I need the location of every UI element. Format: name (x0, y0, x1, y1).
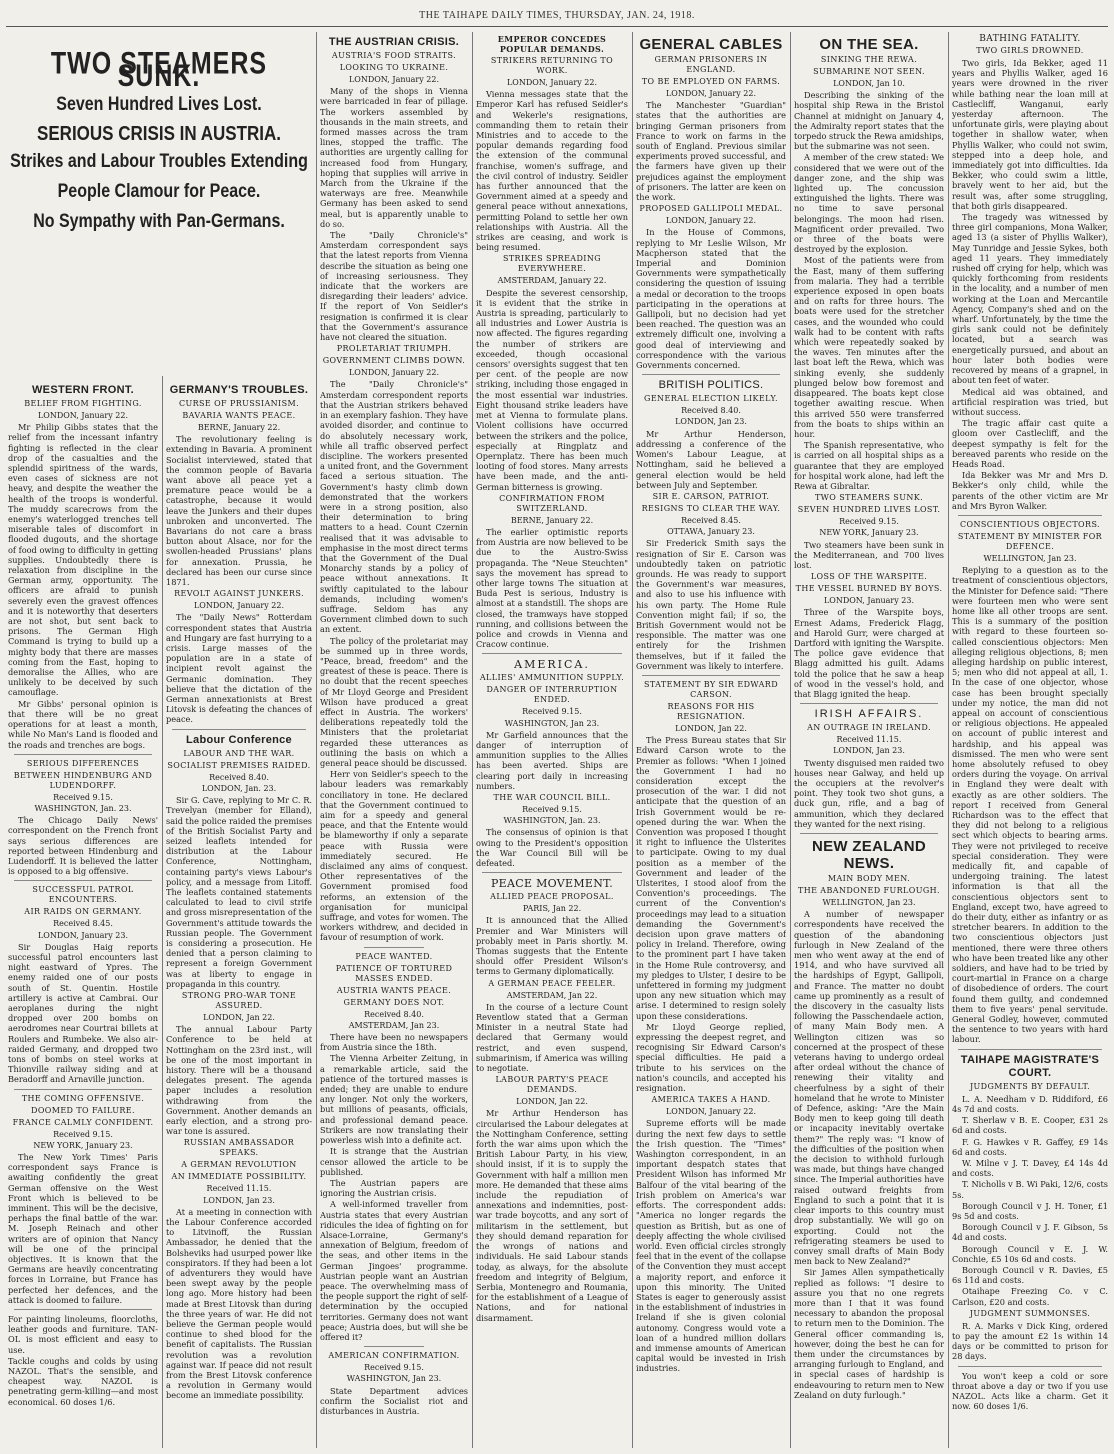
divider (800, 703, 938, 704)
subheading: ALLIES' AMMUNITION SUPPLY. (479, 673, 625, 683)
lead-line: Seven Hundred Lives Lost. (56, 94, 262, 115)
article-paragraph: The consensus of opinion is that owing to the President's opposition the War Council Bill will be defeated. (476, 827, 628, 868)
article-paragraph: The Austrian papers are ignoring the Austrian crisis. (320, 1177, 468, 1199)
dateline: WASHINGTON, Jan. 23. (503, 816, 601, 826)
divider (800, 833, 938, 834)
judgment-entry: Otaihape Freezing Co. v C. Carlson, £20 and costs. (952, 1286, 1108, 1307)
article-paragraph: The policy of the proletariat may be summed up in three words, "Peace, bread, freedom" and the greatest of these is peace. There is no doubt that the recent speeches of Mr Lloyd George and President Wilson have produced a great effect in Austria. The workers' deliberations repeatedly told the Ministers that the proletariat regarded these utterances as outlining the basis on which a general peace should be discussed. (320, 635, 468, 768)
dateline: LONDON, Jan 23. (675, 417, 747, 427)
article-paragraph: The Chicago Daily News' correspondent on the French front says serious differences are reported between Hindenburg and Ludendorff. It is believed the latter is opposed to a big offensive. (8, 815, 158, 877)
article-paragraph: In the course of a lecture Count Reventlow stated that a German Minister in a neutral State had declared that Germany would restrict, and even suspend, submarinism, if America was willing to negotiate. (476, 1001, 628, 1074)
subheading: AN OUTRAGE IN IRELAND. (807, 723, 931, 733)
lead-line: Strikes and Labour Troubles Extending (10, 150, 308, 172)
dateline: LONDON, Jan 23. (203, 1195, 275, 1205)
subheading: LOSS OF THE WARSPITE. (810, 572, 928, 582)
subheading: FRANCE CALMLY CONFIDENT. (12, 1117, 154, 1127)
column-divider (162, 376, 163, 1448)
subheading: GERMANY DOES NOT. (343, 997, 445, 1007)
article-paragraph: Twenty disguised men raided two houses near Galway, and held up the occupiers at the revolver's point. They took two shot guns, a duck gun, rifle, and a bag of ammunition, which they declared they wanted for the next rising. (794, 757, 944, 829)
divider (958, 1049, 1102, 1050)
dateline: BERNE, January 22. (510, 515, 594, 525)
subheading: AUSTRIA'S FOOD STRAITS. (331, 51, 457, 60)
judgment-entry: Borough Council v E. J. W. Conchie, £5 10s 6d and costs. (952, 1243, 1108, 1264)
article-paragraph: Vienna messages state that the Emperor Karl has refused Seidler's and Wekerle's resignations, commanding them to retain their Ministries and to accede to the popular demands regarding food the extension of the communal franchise, women's suffrage, and the civil control of industry. Seidler has further announced that the Government aimed at a speedy and general peace without annexations, permitting Poland to settle her own relationships with Austria. All the strikes are ceasing, and work is being resumed. (476, 89, 628, 253)
article-paragraph: Sir Frederick Smith says the resignation of Sir E. Carson was undoubtedly taken on patriotic grounds. He was ready to support the Government's war measures, and also to use his influence with his own party. The Home Rule Convention might fail; if so, the British Government would not be responsible. The matter was one entirely for the Irishmen themselves, but if it failed the Government was likely to interfere. (636, 538, 786, 671)
dateline: LONDON, Jan 10. (833, 79, 905, 88)
divider (642, 675, 780, 676)
subheading: AMERICA TAKES A HAND. (651, 1095, 771, 1105)
received-time: Received 9.15. (522, 707, 582, 717)
divider (958, 515, 1102, 516)
article-paragraph: At a meeting in connection with the Labour Conference accorded to Litvinoff, the Russian Ambassador, he denied that the Bolsheviks had usurped power like conspirators. If they had been a lot of adventurers they would have been swept away by the people long ago. More history had been made at Brest Litovsk than during the three years of war. He did not believe the German people would continue to shed blood for the benefit of capitalists. The Russian revolution was a revolution against war. If peace did not result from the Brest Litovsk conference a revolution in Germany would become an immediate possibility. (166, 1206, 312, 1401)
column-emperor-concedes (476, 32, 628, 1448)
dateline: LONDON, January 22. (665, 89, 757, 98)
column-divider (948, 32, 949, 1448)
received-time: Received 9.15. (53, 792, 113, 802)
section-heading: TAIHAPE MAGISTRATE'S COURT. (960, 1053, 1100, 1079)
article-paragraph: Most of the patients were from the East, many of them suffering from malaria. They had a terrible experience exposed in open boats and on rafts for three hours. The boats were used for the stretcher cases, and the wounded who could walk had to be content with rafts which were repeatedly soaked by the waves. Ten minutes after the last boat left the Rewa, which was sinking evenly, she suddenly plunged below bow foremost and disappeared. The boats kept close together awaiting rescue. When this arrived 550 were transferred from the boats to ships within an hour. (794, 255, 944, 439)
subheading: BETWEEN HINDENBURG AND LUDENDORFF. (13, 770, 153, 790)
subheading: MAIN BODY MEN. (827, 874, 911, 883)
subheading: SEVEN HUNDRED LIVES LOST. (797, 505, 941, 515)
subheading: THE COMING OFFENSIVE. (21, 1093, 145, 1103)
article-paragraph: The revolutionary feeling is extending in Bavaria. A prominent Socialist interviewed, stated that the common people of Bavaria want above all peace yet a premature peace would be a catastrophe, because it would leave the Junkers and their dupes unbroken and unconverted. The Bavarians do not care a brass button about Alsace, nor for the swollen-headed Prussians' plans for annexation. Prussia, he declared has been our curse since 1871. (166, 434, 312, 588)
subheading: BAVARIA WANTS PEACE. (182, 411, 296, 420)
subheading: SUCCESSFUL PATROL ENCOUNTERS. (32, 885, 134, 905)
article-paragraph: Replying to a question as to the treatment of conscientious objectors, the Minister for Defence said: "There were fourteen men who were sent home like all other troops are sent. This is a summary of the position with regard to these fourteen so-called conscientious objectors: Men alleging religious objections, 8; men alleging hardship on public interest, 5; men who did not appeal at all, 1. In the case of one objector, whose case has been brought specially under my notice, the man did not appeal on account of conscientious or religious objections. He appealed on account of public interest and hardship, and his appeal was dismissed. The men who were sent home absolutely refused to obey orders during the voyage. On arrival in England they were dealt with exactly as are other soldiers. The report I received from General Richardson was to the effect that they did not belong to a religious sect which objects to bearing arms. They were not privileged to receive special consideration. They were medically fit, and capable of undergoing training. The latest information is that all the conscientious objectors sent to England, except two, have agreed to do their duty, either as infantry or as stretcher bearers. In addition to the two conscientious objectors just mentioned, there were three others who have been treated like any other soldiers, and have had to be tried by court-martial in France on a charge of disobedience of orders. The court found them guilty, and condemned them to five years' penal servitude. General Godley, however, commuted the sentence to two years with hard labour. (952, 565, 1108, 1045)
subheading: RUSSIAN AMBASSADOR SPEAKS. (183, 1138, 295, 1158)
divider (14, 880, 152, 881)
section-heading: BRITISH POLITICS. (658, 379, 764, 392)
section-heading: IRISH AFFAIRS. (814, 708, 924, 721)
subheading: SIR E. CARSON, PATRIOT. (652, 491, 770, 501)
divider (172, 729, 306, 730)
article-paragraph: Mr Philip Gibbs states that the relief from the incessant infantry fighting is reflected in the clear drop of the casualties and the splendid spiritness of the wards, even cases of sickness are not heavy, and despite the weather the health of the troops is wonderful. The muddy scarecrows from the enemy's waterlogged trenches tell miserable tales of discomfort in flooded dugouts, and the shortage of food owing to difficulty in getting supplies. Undoubtedly there is relaxation from discipline in the German army, opportunity. The officers are afraid to punish severely even the gravest offences and it is noteworthy that deserters are not shot, but sent back to prisons. The German High Command is trying to build up a mighty body that there are masses coming from the East, hoping to demoralise the Allies, who are unlikely to be deceived by such camouflage. (8, 422, 158, 698)
subheading: STRIKERS RETURNING TO WORK. (490, 56, 614, 75)
lead-line: No Sympathy with Pan-Germans. (33, 211, 285, 232)
column-on-the-sea (794, 32, 944, 1448)
judgment-entry: Borough Council v R. Davies, £5 6s 11d and costs. (952, 1264, 1108, 1286)
subheading: LABOUR AND THE WAR. (183, 748, 295, 758)
divider (14, 1089, 152, 1090)
divider (14, 1309, 152, 1310)
article-paragraph: Two steamers have been sunk in the Mediterranean, and 700 lives lost. (794, 539, 944, 570)
subheading: ALLIED PEACE PROPOSAL. (490, 892, 614, 902)
subheading: SINKING THE REWA. (820, 55, 918, 64)
article-paragraph: The "Daily Chronicle's" Amsterdam correspondent says that the latest reports from Vienna describe the situation as being one of increasing seriousness. They indicate that the workers are disregarding their leaders' advice. If the report of Von Seidler's resignation is confirmed it is clear that the Government's assurance have not cleared the situation. (320, 230, 468, 343)
judgment-entry: W. Milne v J. T. Davey, £4 14s 4d and costs. (952, 1157, 1108, 1179)
subheading: AMERICAN CONFIRMATION. (328, 1351, 460, 1361)
judgment-entry: F. G. Hawkes v R. Gaffey, £9 14s 6d and costs. (952, 1136, 1108, 1157)
article-paragraph: A member of the crew stated: We considered that we were out of the danger zone, and the ship was lighted up. The concussion extinguished the lights. There was no time to save personal belongings. The moon had risen. Magnificent order prevailed. Two or three of the boats were destroyed by the explosion. (794, 152, 944, 255)
subheading: JUDGMENT SUMMONSES. (969, 1308, 1091, 1318)
section-heading: GERMANY'S TROUBLES. (169, 384, 309, 396)
subheading: LOOKING TO UKRAINE. (339, 63, 449, 72)
divider (482, 872, 622, 873)
divider (364, 947, 423, 948)
received-time: Received 8.45. (681, 515, 741, 525)
column-western-front (8, 380, 158, 1448)
subheading: THE WAR COUNCIL BILL. (493, 792, 611, 802)
dateline: LONDON, January 22. (665, 1107, 757, 1117)
dateline: WASHINGTON, Jan 23. (504, 718, 600, 728)
dateline: LONDON, Jan. 23. (201, 783, 277, 793)
subheading: TWO GIRLS DROWNED. (976, 46, 1084, 55)
article-paragraph: The Spanish representative, who is carried on all hospital ships as a guarantee that they are employed for hospital work alone, had left the Rewa at Gibraltar. (794, 440, 944, 491)
subheading: TWO STEAMERS SUNK. (814, 493, 924, 503)
article-paragraph: Despite the severest censorship, it is evident that the strike in Austria is spreading, particularly to all industries and Lower Austria is now affected. The figures regarding the number of strikers are exceeded, though occasional censors' oversights suggest that ten per cent. of the people are now striking, including those engaged in the most essential war industries. Eight thousand strike leaders have met at Vienna to formulate plans. Violent collisions have occurred between the strikers and the police, especially at Ringplatz and Opernplatz. There has been much looting of food stores. Many arrests have been made, and the anti-German bitterness is growing. (476, 287, 628, 492)
subheading: AN IMMEDIATE POSSIBILITY. (171, 1172, 307, 1182)
section-heading: PEACE MOVEMENT. (490, 877, 613, 891)
dateline: LONDON, January 22. (348, 368, 440, 378)
column-austrian-crisis (320, 32, 468, 1448)
received-time: Received 11.15. (206, 1184, 272, 1194)
subheading: STRONG PRO-WAR TONE ASSURED. (181, 990, 297, 1010)
subheading: STRIKES SPREADING EVERYWHERE. (502, 254, 602, 274)
article-paragraph: R. A. Marks v Dick King, ordered to pay the amount £2 1s within 14 days or be committed to prison for 28 days. (952, 1320, 1108, 1362)
subheading: GOVERNMENT CLIMBS DOWN. (322, 356, 466, 366)
subheading: PROLETARIAT TRIUMPH. (336, 344, 452, 354)
subheading: SERIOUS DIFFERENCES (26, 758, 140, 768)
lead-headlines (6, 32, 312, 372)
dateline: WASHINGTON, Jan 23. (346, 1374, 442, 1384)
subheading: LABOUR PARTY'S PEACE DEMANDS. (495, 1075, 609, 1095)
article-paragraph: The Press Bureau states that Sir Edward Carson wrote to the Premier as follows: "When I joined the Government I had no consideration except the prosecution of the war. I did not anticipate that the question of an Irish Government would be re-opened during the war. When the Convention was proposed I thought it right to influence the Ulsterites to participate. Owing to my dual position as a member of the Government and leader of the Ulsterites, I stood aloof from the Convention's proceedings. The current of the Convention's proceedings may lead to a situation demanding the Government's decision upon grave matters of policy in Ireland. Therefore, owing to the prominent part I have taken in the Home Rule controversy, and my pledges to Ulster, I desire to be unfettered in forming my judgment upon any new situation which may arise. I determined to resign solely upon these considerations. (636, 735, 786, 1021)
divider (14, 754, 152, 755)
article-paragraph: Sir Douglas Haig reports successful patrol encounters last night eastward of Ypres. The enemy raided one of our posts south of St. Quentin. Hostile artillery is active at Cambrai. Our aeroplanes during the night dropped over 200 bombs on aerodromes near Courtrai billets at Roulers and Rumbeke. We also air-raided Germany, and dropped two tons of bombs on steel works at Thionville railway siding and at Beradorff and Arnaville junction. (8, 941, 158, 1085)
article-paragraph: Two girls, Ida Bekker, aged 11 years and Phyllis Walker, aged 16 years were drowned in the river while bathing near the loan mill at Castlecliff, Wanganui, early yesterday afternoon. The unfortunate girls, were playing about together in shallow water, when Phyllis Walker, who could not swim, stepped into a deep hole, and immediately got into difficulties. Ida Bekker, who could swim a little, bravely went to her aid, but the result was, after some struggling, that both girls disappeared. (952, 58, 1108, 211)
subheading: CURSE OF PRUSSIANISM. (178, 399, 300, 408)
subheading: DOOMED TO FAILURE. (31, 1105, 135, 1115)
received-time: Received 8.45. (53, 919, 113, 929)
column-divider (316, 32, 317, 1448)
section-heading: GENERAL CABLES (639, 36, 783, 53)
divider (364, 1346, 423, 1347)
subheading: RESIGNS TO CLEAR THE WAY. (641, 503, 781, 513)
dateline: OTTAWA, January 23. (667, 527, 755, 537)
dateline: NEW YORK, January 23. (33, 1140, 133, 1150)
subheading: AIR RAIDS ON GERMANY. (24, 907, 142, 917)
article-paragraph: Mr Lloyd George replied, expressing the deepest regret, and recognising Sir Edward Carson's special difficulties. He paid a tribute to his services on the nation's councils, and accepted his resignation. (636, 1021, 786, 1094)
divider (482, 653, 622, 654)
dateline: NEW YORK, January 23. (819, 528, 919, 538)
dateline: LONDON, Jan 22. (516, 1097, 588, 1107)
dateline: WELLINGTON, Jan 23. (983, 553, 1077, 563)
subheading: PATIENCE OF TORTURED MASSES ENDED. (335, 963, 453, 983)
article-paragraph: The Vienna Arbeiter Zeitung, in a remarkable article, said the patience of the tortured masses is ended; they are unable to endure any longer. Not only the workers, but millions of peasants, officials, and professional demand peace. Strikers are now translating their powerless wish into a definite act. (320, 1053, 468, 1146)
dateline: LONDON, January 22. (665, 216, 757, 226)
subheading: DANGER OF INTERRUPTION ENDED. (486, 685, 618, 705)
dateline: BERNE, January 22. (197, 423, 281, 432)
received-time: Received 9.15. (839, 517, 899, 527)
article-paragraph: There have been no newspapers from Austria since the 18th. (320, 1032, 468, 1053)
article-paragraph: Three of the Warspite boys, Ernest Adams, Frederick Flagg, and Harold Gurr, were charged at Dartford with igniting the Warspite. The police gave evidence that Blagg admitted his guilt. Adams told the police that he saw a heap of wood in the vessel's hold, and that Blagg ignited the heap. (794, 607, 944, 699)
subheading: REVOLT AGAINST JUNKERS. (174, 589, 304, 599)
judgment-entry: T. Nicholls v B. Wi Paki, 12/6, costs 5s. (952, 1179, 1108, 1200)
dateline: WASHINGTON, Jan. 23. (34, 803, 132, 813)
advertisement: For painting linoleums, floorcloths, leather goods and furniture. TAN-OL is most efficient and easy to use. (8, 1314, 158, 1355)
subheading: REASONS FOR HIS RESIGNATION. (667, 701, 755, 721)
article-paragraph: It is strange that the Austrian censor allowed the article to be published. (320, 1146, 468, 1177)
received-time: Received 8.40. (681, 406, 741, 416)
divider (958, 1366, 1102, 1367)
subheading: BELIEF FROM FIGHTING. (24, 399, 142, 408)
article-paragraph: The Manchester "Guardian" states that the authorities are bringing German prisoners from France to work on farms in the south of England. Previous similar experiments proved successful, and the farmers have given up their prejudices against the employment of prisoners. The latter are keen on the work. (636, 100, 786, 203)
article-paragraph: Many of the shops in Vienna were barricaded in fear of pillage. The workers assembled by thousands in the main streets, and formed masses across the tram lines, stopped the traffic. The authorities are urgently calling for increased food from Hungary, hoping that supplies will arrive in March from the Ukraine if the waterways are free. Meanwhile Germany has been asked to send meal, but is apparently unable to do so. (320, 86, 468, 229)
article-paragraph: Mr Arthur Henderson has circularised the Labour delegates at the Nottingham Conference, setting forth the war aims upon which the British Labour Party, in his view, should insist, if it is to supply the Government with half a million men more. He demanded that these aims include the repudiation of annexations and indemnities, post-war trade boycotts, and any sort of militarism in the settlement, but they should demand reparation for the wrongs of nations and individuals. He said Labour stands today, as always, for the absolute freedom and integrity of Belgium, Serbia, Montenegro and Roumania, for the establishment of a League of Nations, and for national disarmament. (476, 1108, 628, 1323)
article-paragraph: Ida Bekker was Mr and Mrs D. Bekker's only child, while the parents of the other victim are Mr and Mrs Byron Walker. (952, 470, 1108, 511)
subheading: PEACE WANTED. (355, 951, 433, 961)
column-divider (472, 32, 473, 1448)
subheading: GERMAN PRISONERS IN ENGLAND. (654, 55, 768, 74)
article-paragraph: Describing the sinking of the hospital ship Rewa in the Bristol Channel at midnight on January 4, the Admiralty report states that the torpedo struck the Rewa amidships, but the submarine was not seen. (794, 90, 944, 152)
dateline: AMSTERDAM, Jan 23. (348, 1020, 440, 1030)
article-paragraph: A number of newspaper correspondents have received the question of the abandoning furlough in New Zealand of the men who went away at the end of 1914, and who have survived all the hardships of Egypt, Gallipoli, and France. The matter no doubt came up prominently as a result of the discovery in the casualty lists following the Passchendaele action, of many Main Body men. A Wellington citizen was so concerned at the prospect of these veterans having to undergo ordeal after ordeal without the chance of renewing their vitality and cheerfulness by a sight of their homeland that he wrote to Minister of Defence, asking: "Are the Main Body men to keep going till death or incapacity inevitably overtake them?" The reply was: "I know of the difficulties of the position when the decision to withhold furlough was made, but things have changed since. The Imperial authorities have raised outward freights from England to such a point that it is clear imports to this country must drop substantially. We will go on exporting. Could not the refrigerating steamers be used to convey small drafts of Main Body men back to New Zealand?" (794, 909, 944, 1267)
subheading: JUDGMENTS BY DEFAULT. (969, 1081, 1091, 1091)
column-germany (166, 380, 312, 1448)
subheading: SUBMARINE NOT SEEN. (813, 67, 925, 76)
article-paragraph: The "Daily News" Rotterdam correspondent states that Austria and Hungary are fast hurrying to a crisis. Large masses of the population are in a state of incipient revolt against the Germanic domination. They believe that the dictation of the German annexationists at Brest Litovsk is defeating the chances of peace. (166, 612, 312, 725)
article-paragraph: Sir G. Cave, replying to Mr C. R. Trevelyan (member for Elland), said the police raided the premises of the British Socialist Party and seized leaflets intended for distribution at the Labour Conference, Nottingham, containing party's views Labour's policy, and a message from Litoff. The leaflets contained statements calculated to lead to civil strife and gross misrepresentation of the Government's attitude towards the Russian people. The Government is considering a prosecution. He denied that a person claiming to represent a foreign Government was at liberty to engage in propaganda in this country. (166, 795, 312, 989)
section-heading: Labour Conference (186, 733, 292, 746)
article-paragraph: The earlier optimistic reports from Austria are now believed to be due to the Austro-Swiss propaganda. The "Neue Steuchten" says the movement has spread to other large towns The situation at Buda Pest is serious, Industry is almost at a standstill. The shops are closed, the tramways have stopped running, and collisions between the police and crowds in Vienna and Cracow continue. (476, 526, 628, 650)
column-divider (790, 32, 791, 1448)
dateline: LONDON, Jan 22. (203, 1012, 275, 1022)
advertisement: Tackle coughs and colds by using NAZOL. That's the sensible, and cheapest way. NAZOL is penetrating germ-killing—and most economical. 60 doses 1/6. (8, 1355, 158, 1407)
article-paragraph: A well-informed traveller from Austria states that every Austrian ridicules the idea of fighting on for Alsace-Lorraine, Germany's annexation of Belgium, freedom of the seas, and other items in the German Jingoes' programme. Austrian people want an Austrian peace. The overwhelming mass of the people support the right of self-determination by the occupied territories. Germany does not want peace; Austria does, but will she be offered it? (320, 1199, 468, 1342)
article-paragraph: It is announced that the Allied Premier and War Ministers will probably meet in Paris shortly. M. Thomas suggests that the Entente should offer President Wilson's terms to Germany diplomatically. (476, 915, 628, 977)
subheading: A GERMAN REVOLUTION (181, 1160, 297, 1170)
article-paragraph: State Department advices confirm the Socialist riot and disturbances in Austria. (320, 1385, 468, 1416)
subheading: THE ABANDONED FURLOUGH. (798, 886, 940, 895)
article-paragraph: The "Daily Chronicle's" Amsterdam correspondent reports that the Austrian strikers behaved in an exemplary fashion. They have avoided disorder, and continue to do absolutely necessary work, while all traffic observed perfect discipline. The workers presented a united front, and the Government faced a serious situation. The Government's hasty climb down demonstrated that the workers were in a strong position, also their determination to bring matters to a head. Count Czernin realised that it was advisable to emphasise in the most direct terms that the Government of the Dual Monarchy stands by a policy of peace without annexations. It swiftly capitulated to the labour demands, including women's suffrage. Seldom has any Government climbed down to such an extent. (320, 379, 468, 635)
divider (642, 374, 780, 375)
dateline: LONDON, January 22. (348, 75, 440, 84)
dateline: LONDON, January 22. (506, 78, 598, 87)
column-bathing-fatality (952, 32, 1108, 1448)
judgment-entry: Borough Council v J. F. Gibson, 5s 4d and costs. (952, 1222, 1108, 1243)
lead-title: TWO STEAMERS SUNK. (50, 46, 268, 94)
dateline: LONDON, Jan 23. (833, 746, 905, 756)
subheading: CONSCIENTIOUS OBJECTORS. (960, 519, 1100, 529)
judgment-entry: L. A. Needham v D. Riddiford, £6 4s 7d and costs. (952, 1093, 1108, 1114)
dateline: LONDON, January 23. (823, 596, 915, 606)
received-time: Received 9.15. (364, 1363, 424, 1373)
article-paragraph: Mr Garfield announces that the danger of interruption of ammunition supplies to the Allies has been averted. Ships are clearing port daily in increasing numbers. (476, 729, 628, 791)
judgment-entry: T. Sherlaw v B. E. Cooper, £31 2s 6d and costs. (952, 1115, 1108, 1136)
subheading: A GERMAN PEACE FEELER. (488, 978, 616, 988)
article-paragraph: Sir James Allen sympathetically replied as follows: "I desire to assure you that no one regrets more than I that it was found necessary to abandon the proposal to return men to the Dominion. The General officer commanding is, however, doing the best he can for them under the circumstances by arranging furlough to England, and in special cases of hardship is endeavouring to return men to New Zealand on duty furlough." (794, 1267, 944, 1400)
dateline: WELLINGTON, Jan 23. (822, 898, 916, 907)
judgment-entry: Borough Council v J. H. Toner, £1 9s 5d and costs. (952, 1200, 1108, 1221)
top-rule (6, 26, 1108, 27)
dateline: LONDON, Jan 22. (675, 723, 747, 733)
subheading: THE VESSEL BURNED BY BOYS. (795, 584, 943, 594)
article-paragraph: Herr von Seidler's speech to the labour leaders was remarkably conciliatory in tone. He declared that the Government continued to aim for a speedy and general peace, and that the Entente would be blameworthy if only a separate peace with Russia were immediately secured. He disclaimed any aims of conquest. Other representatives of the Government promised food reforms, an extension of the organisation for municipal suffrage, and votes for women. The workers withdrew, and decided in favour of resumption of work. (320, 769, 468, 943)
article-paragraph: Mr Gibbs' personal opinion is that there will be no great operations for at least a month, while No Man's Land is flooded and the roads and trenches are bogs. (8, 698, 158, 750)
lead-line: SERIOUS CRISIS IN AUSTRIA. (36, 121, 281, 145)
advertisement: You won't keep a cold or sore throat above a day or two if you use NAZOL. Acts like a charm. Get it now. 60 doses 1/6. (952, 1370, 1108, 1412)
received-time: Received 11.15. (836, 735, 902, 745)
column-divider (632, 32, 633, 1448)
article-paragraph: Medical aid was obtained, and artificial respiration was tried, but without success. (952, 386, 1108, 417)
article-paragraph: The annual Labour Party Conference to be held at Nottingham on the 23rd inst., will be one of the most important in history. There will be a thousand delegates present. The agenda paper includes a resolution withdrawing from the Government. Another demands an early election, and a strong pro-war tone is assured. (166, 1024, 312, 1137)
subheading: STATEMENT BY SIR EDWARD CARSON. (643, 679, 779, 699)
received-time: Received 9.15. (522, 804, 582, 814)
subheading: TO BE EMPLOYED ON FARMS. (641, 77, 781, 86)
article-paragraph: In the House of Commons, replying to Mr Leslie Wilson, Mr Macpherson stated that the Imperial and Dominion Governments were sympathetically considering the question of issuing a medal or decoration to the troops participating in the operations at Gallipoli, but no decision had yet been reached. The question was an extremely difficult one, involving a good deal of interviewing and correspondence with the various Governments concerned. (636, 227, 786, 371)
dateline: LONDON, January 23. (37, 930, 129, 940)
subheading: AUSTRIA WANTS PEACE. (336, 985, 452, 995)
section-heading: EMPEROR CONCEDES POPULAR DEMANDS. (497, 34, 607, 54)
section-heading: THE AUSTRIAN CRISIS. (328, 36, 460, 48)
received-time: Received 9.15. (53, 1129, 113, 1139)
subheading: PROPOSED GALLIPOLI MEDAL. (639, 204, 783, 214)
article-paragraph: The tragic affair cast quite a gloom over Castlecliff, and the deepest sympathy is felt for the bereaved parents who reside on the Heads Road. (952, 418, 1108, 469)
column-general-cables (636, 32, 786, 1448)
masthead: THE TAIHAPE DAILY TIMES, THURSDAY, JAN. 24, 1918. (419, 10, 695, 21)
article-paragraph: Supreme efforts will be made during the next few days to settle the Irish question. The "Times" Washington correspondent, in an important despatch states that President Wilson has informed Mr Balfour of the vital bearing of the Irish problem on America's war efforts. The correspondent adds: "America no longer regards the question as British, but as one of deeply affecting the whole civilised world. Even official circles strongly feel that in the event of the collapse of the Convention they must accept a majority report, and enforce it upon this minority. The United States is eager to generously assist in the establishment of industries in Ireland if she is given colonial autonomy. Congress would vote a loan of a hundred million dollars and immense amounts of American capital would be invested in Irish industries. (636, 1118, 786, 1374)
section-heading: BATHING FATALITY. (979, 34, 1081, 44)
section-heading: NEW ZEALAND NEWS. (811, 838, 927, 872)
section-heading: WESTERN FRONT. (32, 384, 134, 396)
article-paragraph: Mr Arthur Henderson, addressing a conference of the Women's Labour League, at Nottingham, said he believed a general election would be held between July and September. (636, 428, 786, 490)
subheading: SOCIALIST PREMISES RAIDED. (167, 760, 311, 770)
section-heading: ON THE SEA. (819, 36, 919, 53)
dateline: PARIS, Jan 22. (522, 904, 582, 914)
article-paragraph: The tragedy was witnessed by three girl companions, Mona Walker, aged 13 (a sister of Phyllis Walker), May Tunridge and Jessie Sykes, both aged 11 years. They immediately rushed off crying for help, which was quickly forthcoming from residents in the locality, and a number of men working at the Loan and Mercantile Agency, Company's shed and on the wharf. Unfortunately, by the time the girls sank could not be definitely located, but a search was energetically pursued, and about an hour later both bodies were recovered by means of a grapnel, in about ten feet of water. (952, 212, 1108, 386)
dateline: LONDON, January 22. (193, 601, 285, 611)
lead-line: People Clamour for Peace. (57, 181, 261, 202)
article-paragraph: The New York Times' Paris correspondent says France is awaiting confidently the great German offensive on the West Front which is believed to be imminent. This will be the decisive, perhaps the final battle of the war. M. Joseph Reinach and other writers are of opinion that Nancy will be one of the principal objectives. It is known that the Germans are heavily concentrating forces in Lorraine, but France has perfected her defences, and the attack is doomed to failure. (8, 1151, 158, 1305)
dateline: AMSTERDAM, January 22. (497, 276, 607, 286)
section-heading: AMERICA. (514, 658, 590, 672)
subheading: GENERAL ELECTION LIKELY. (644, 394, 778, 404)
subheading: CONFIRMATION FROM SWITZERLAND. (499, 493, 605, 513)
received-time: Received 8.40. (209, 772, 269, 782)
dateline: AMSTERDAM, Jan 22. (506, 990, 598, 1000)
dateline: LONDON, January 22. (37, 411, 129, 420)
subheading: STATEMENT BY MINISTER FOR DEFENCE. (957, 531, 1103, 551)
received-time: Received 8.40. (364, 1009, 424, 1019)
